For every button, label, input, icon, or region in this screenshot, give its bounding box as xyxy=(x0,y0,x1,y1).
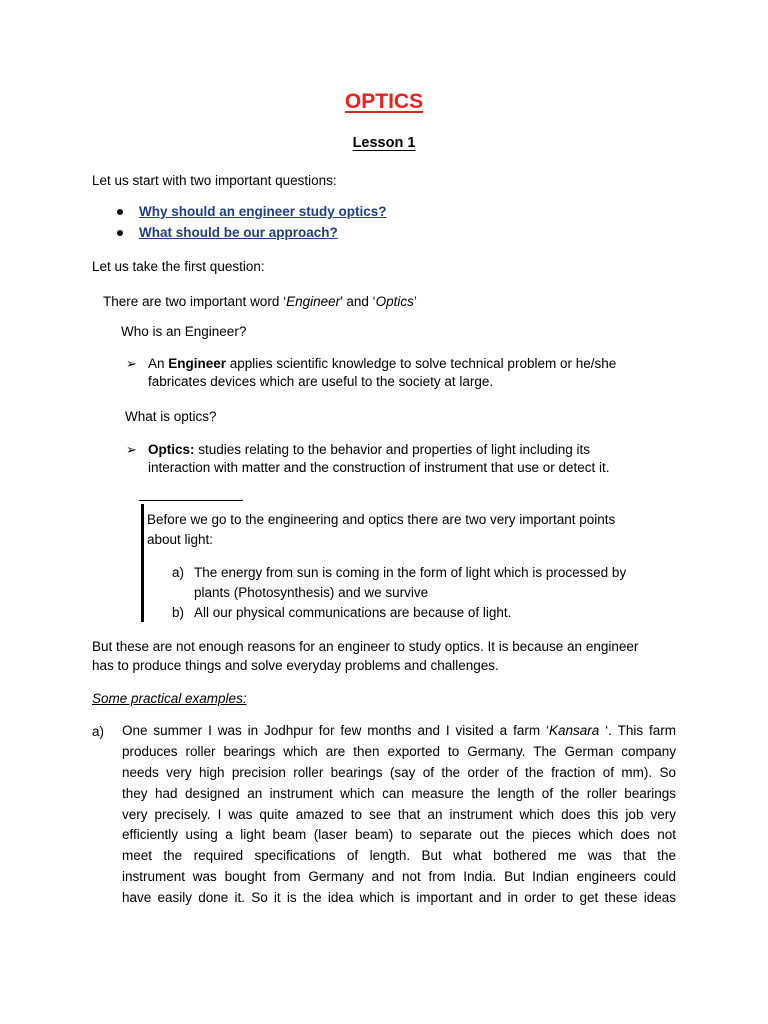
example-line: One summer I was in Jodhpur for few months and I visited a farm ‘Kansara ‘. This farm xyxy=(122,723,676,738)
arrow-bullet-icon: ➢ xyxy=(126,356,137,371)
example-marker: a) xyxy=(92,724,105,739)
who-heading: Who is an Engineer? xyxy=(121,324,247,339)
intro-text: Let us start with two important questions: xyxy=(92,173,337,188)
example-line: instrument was bought from Germany and not from India. But Indian engineers could xyxy=(122,869,676,885)
box-item-a-line2: plants (Photosynthesis) and we survive xyxy=(194,585,429,600)
question-link-2[interactable]: What should be our approach? xyxy=(139,225,338,240)
box-item-marker: a) xyxy=(172,565,185,580)
important-words-text: There are two important word ‘Engineer’ and ‘Optics’ xyxy=(103,294,417,309)
engineer-definition-line1: An Engineer applies scientific knowledge to solve technical problem or he/she xyxy=(148,356,617,371)
example-line: needs very high precision roller bearings (say of the order of the fraction of mm). So xyxy=(122,764,676,780)
optics-definition-line2: interaction with matter and the construction of instrument that use or detect it. xyxy=(148,460,610,475)
arrow-bullet-icon: ➢ xyxy=(126,442,137,457)
first-question-text: Let us take the first question: xyxy=(92,259,265,274)
box-item-b-line1: All our physical communications are because of light. xyxy=(194,605,512,620)
box-text-line1: Before we go to the engineering and optics there are two very important points xyxy=(147,512,616,527)
short-rule xyxy=(139,500,243,501)
example-line: they had designed an instrument which can measure the length of the roller bearings xyxy=(122,785,676,801)
example-line: very precisely. I was quite amazed to see that an instrument which does this job very xyxy=(122,806,676,822)
examples-heading: Some practical examples: xyxy=(92,691,247,706)
engineer-definition-line2: fabricates devices which are useful to the society at large. xyxy=(148,374,494,389)
box-text-line2: about light: xyxy=(147,532,214,547)
optics-definition-line1: Optics: studies relating to the behavior and properties of light including its xyxy=(148,442,591,457)
example-line: produces roller bearings which are then exported to Germany. The German company xyxy=(122,743,676,759)
reasons-line2: has to produce things and solve everyday problems and challenges. xyxy=(92,658,499,673)
bullet-dot xyxy=(117,209,123,215)
question-link-1[interactable]: Why should an engineer study optics? xyxy=(139,204,387,219)
box-item-a-line1: The energy from sun is coming in the form of light which is processed by xyxy=(194,565,627,580)
box-item-marker: b) xyxy=(172,605,185,620)
lesson-heading: Lesson 1 xyxy=(352,135,416,151)
example-line: meet the required specifications of length. But what bothered me was that the xyxy=(122,848,676,864)
page-title: OPTICS xyxy=(344,90,424,113)
bullet-dot xyxy=(117,230,123,236)
reasons-line1: But these are not enough reasons for an engineer to study optics. It is because an engineer xyxy=(92,639,639,654)
what-heading: What is optics? xyxy=(125,409,217,424)
example-line: have easily done it. So it is the idea which is important and in order to get these ideas xyxy=(122,890,676,906)
quote-bar xyxy=(141,504,144,622)
example-a-paragraph xyxy=(122,721,676,909)
example-line: efficiently using a light beam (laser beam) to separate out the pieces which does not xyxy=(122,827,676,843)
